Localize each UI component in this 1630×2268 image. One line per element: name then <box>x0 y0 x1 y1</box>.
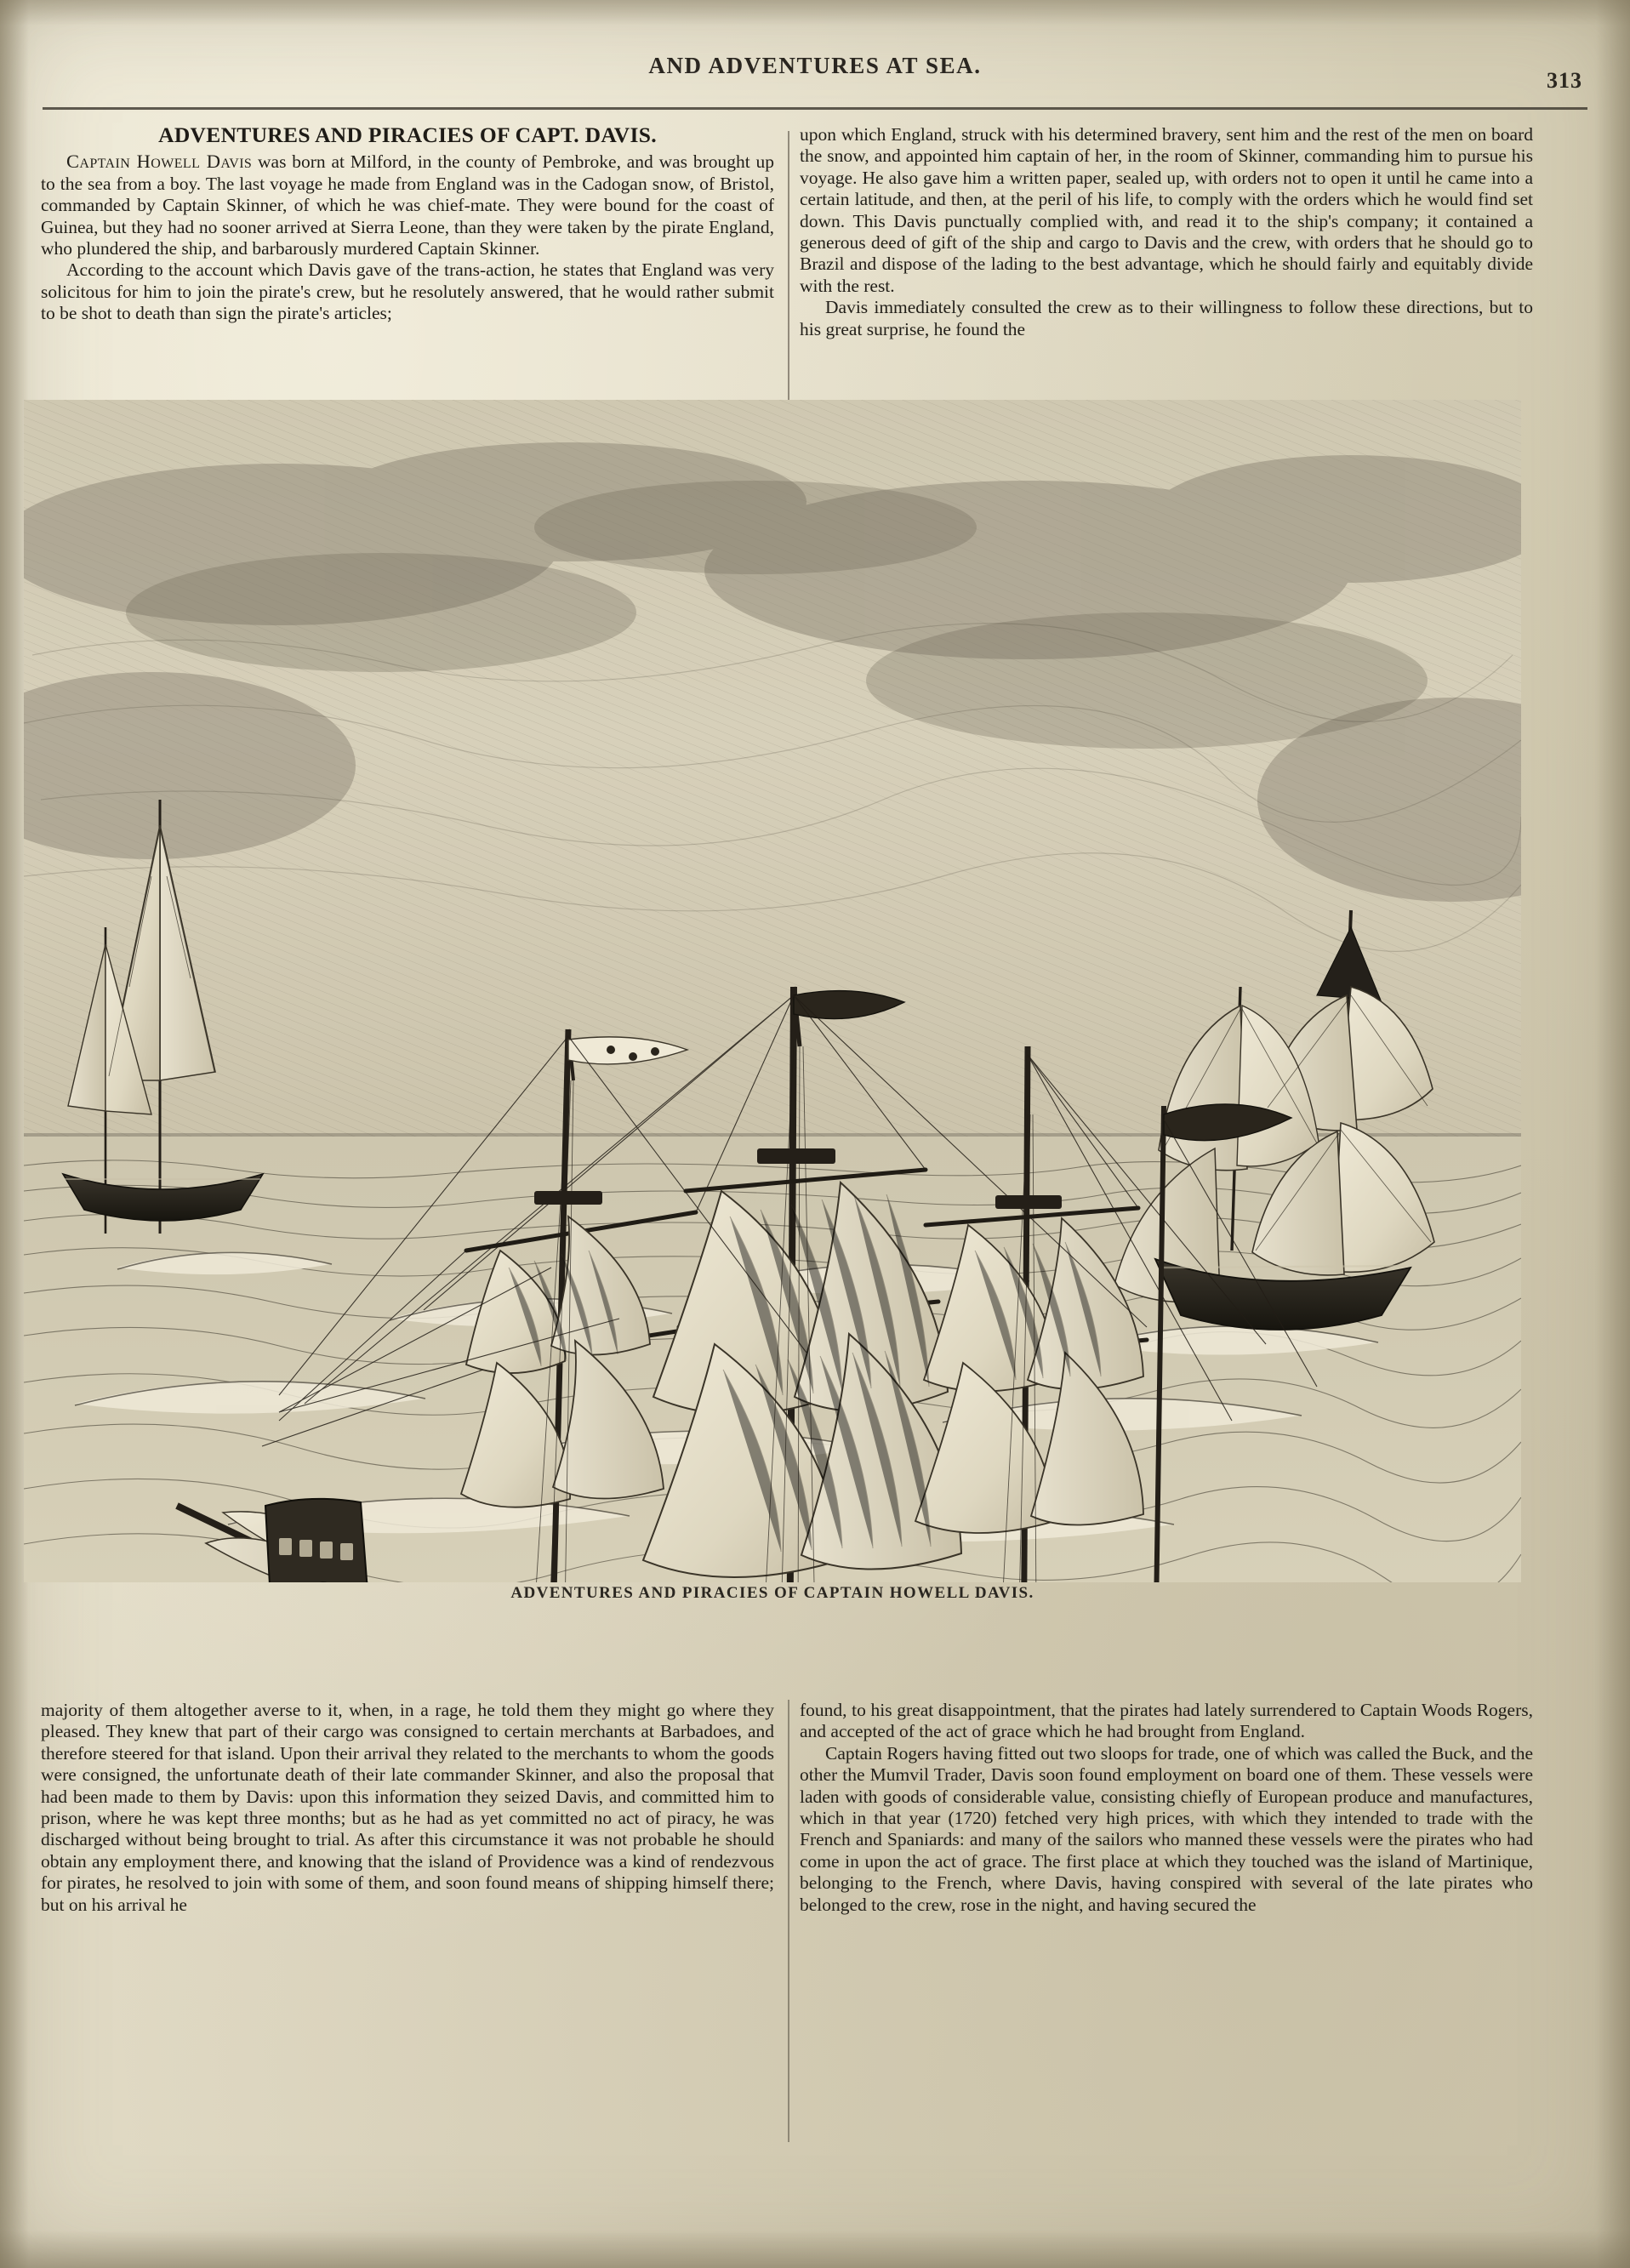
paragraph <box>41 151 774 259</box>
lower-left-column <box>41 1700 774 1916</box>
paragraph: upon which England, struck with his determined bravery, sent him and the rest of the men on board the snow, and appointed him captain of her, in the room of Skinner, commanding him to pursue his voyage. He also gave him a written paper, sealed up, with orders not to open it until he came into a certain latitude, and then, at the peril of his life, to comply with the orders which he would find set down. This Davis punctually complied with, and read it to the ship's company; it contained a generous deed of gift of the ship and cargo to Davis and the crew, with orders that he should go to Brazil and dispose of the lading to the best advantage, which he should fairly and equitably divide with the rest. <box>800 124 1533 296</box>
ship-engraving-svg <box>24 400 1521 1582</box>
header-rule <box>43 107 1587 110</box>
figure-caption: ADVENTURES AND PIRACIES OF CAPTAIN HOWELL DAVIS. <box>510 1584 1034 1602</box>
lead-rest: was born at Milford, in the county of Pembroke, and was brought up to the sea from a boy. The last voyage he made from England was in the Cadogan snow, of Bristol, commanded by Captain Skinner, of which he was chief-mate. They were bound for the coast of Guinea, but they had no sooner arrived at Sierra Leone, than they were taken by the pirate England, who plundered the ship, and barbarously murdered Captain Skinner. <box>41 151 775 259</box>
illustration-figure <box>24 400 1521 1633</box>
paragraph: majority of them altogether averse to it, when, in a rage, he told them they might go where they pleased. They knew that part of their cargo was consigned to certain merchants at Barbadoes, and therefore steered for that island. Upon their arrival they related to the merchants to whom the goods were consigned, the unfortunate death of their late commander Skinner, and also the proposal that had been made to them by Davis: upon this information they seized Davis, and committed him to prison, where he was kept three months; but as he had as yet committed no act of piracy, he was discharged without being brought to trial. As after this circumstance it was not probable he should obtain any employment there, and knowing that the island of Providence was a kind of rendezvous for pirates, he resolved to join with some of them, and soon found means of shipping himself there; but on his arrival he <box>41 1700 774 1915</box>
paragraph: found, to his great disappointment, that the pirates had lately surrendered to Captain Woods Rogers, and accepted of the act of grace which he had brought from England. <box>800 1700 1533 1742</box>
column-divider-rule-lower <box>788 1700 789 2142</box>
engraving-plate <box>24 400 1521 1582</box>
page-number: 313 <box>1547 68 1582 93</box>
paragraph: According to the account which Davis gave of the trans-action, he states that England was very solicitous for him to join the pirate's crew, but he resolutely answered, that he would rather submit to be shot to death than sign the pirate's articles; <box>41 259 774 324</box>
article-title: ADVENTURES AND PIRACIES OF CAPT. DAVIS. <box>158 123 657 147</box>
upper-right-column <box>800 124 1533 340</box>
page-edge-shading-top <box>0 0 1630 26</box>
lead-small-caps: Captain Howell Davis <box>66 151 253 173</box>
lower-right-column <box>800 1700 1533 1916</box>
paragraph: Captain Rogers having fitted out two sloops for trade, one of which was called the Buck, and the other the Mumvil Trader, Davis soon found employment on board one of them. These vessels were laden with goods of considerable value, consisting chiefly of European produce and manufactures, which in that year (1720) fetched very high prices, with which they intended to trade with the French and Spaniards: and many of the sailors who manned these vessels were the pirates who had come in upon the act of grace. The first place at which they touched was the island of Martinique, belonging to the French, where Davis, having conspired with several of the late pirates who belonged to the crew, rose in the night, and having secured the <box>800 1742 1533 1915</box>
upper-left-column <box>41 124 774 325</box>
paragraph: Davis immediately consulted the crew as to their willingness to follow these directions, but to his great surprise, he found the <box>800 297 1533 339</box>
running-head: AND ADVENTURES AT SEA. <box>648 53 982 78</box>
